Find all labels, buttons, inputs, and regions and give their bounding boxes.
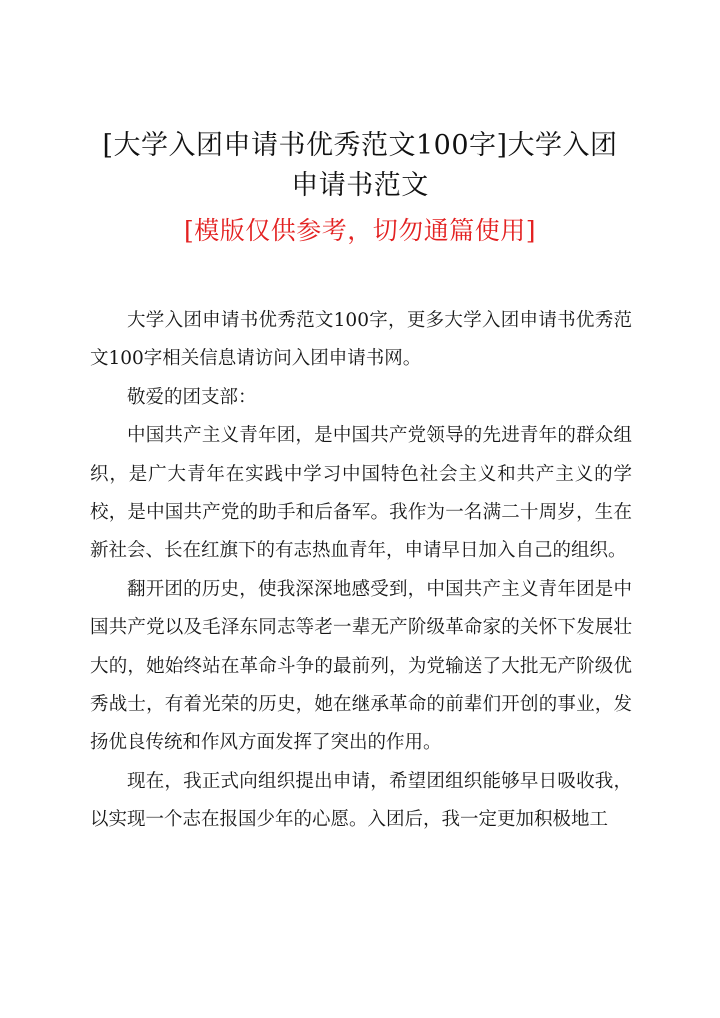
body-paragraph: 翻开团的历史，使我深深地感受到，中国共产主义青年团是中国共产党以及毛泽东同志等老一辈无产阶级革命家的关怀下发展壮大的，她始终站在革命斗争的最前列，为党输送了大批无产阶级优秀战士，有着光荣的历史，她在继承革命的前辈们开创的事业，发扬优良传统和作风方面发挥了突出的作用。 <box>90 578 632 754</box>
body-paragraph: 中国共产主义青年团，是中国共产党领导的先进青年的群众组织，是广大青年在实践中学习中国特色社会主义和共产主义的学校，是中国共产党的助手和后备军。我作为一名满二十周岁，生在新社会、长在红旗下的有志热血青年，申请早日加入自己的组织。 <box>90 425 632 562</box>
document-title: [大学入团申请书优秀范文100字]大学入团申请书范文 <box>102 130 618 201</box>
intro-paragraph: 大学入团申请书优秀范文100字，更多大学入团申请书优秀范文100字相关信息请访问入团申请书网。 <box>90 310 632 370</box>
body-paragraph: 现在，我正式向组织提出申请，希望团组织能够早日吸收我，以实现一个志在报国少年的心愿。入团后，我一定更加积极地工 <box>90 770 632 831</box>
salutation: 敬爱的团支部： <box>127 386 257 408</box>
document-body <box>90 302 632 840</box>
template-notice: [模版仅供参考，切勿通篇使用] <box>183 216 536 245</box>
